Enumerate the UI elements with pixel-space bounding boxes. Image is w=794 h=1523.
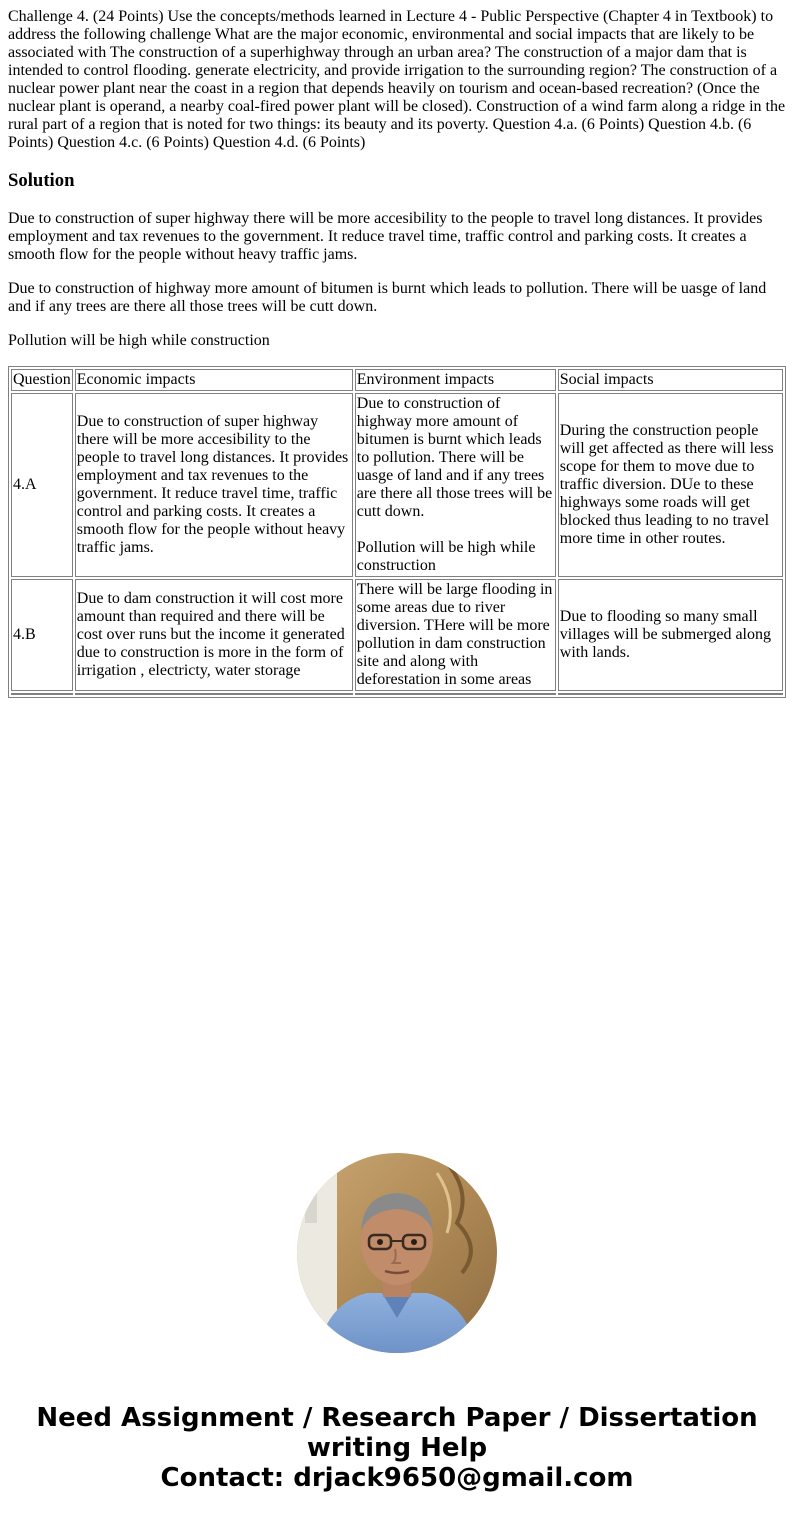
- row-question: 4.B: [11, 579, 73, 691]
- solution-paragraph: Due to construction of highway more amount of bitumen is burnt which leads to pollution. There will be uasge of land and if any trees are there all those trees will be cutt down.: [8, 280, 767, 315]
- document-content: [8, 8, 786, 698]
- empty-cell: [75, 693, 353, 695]
- empty-cell: [11, 693, 73, 695]
- cell-spacer: [357, 521, 554, 539]
- question-text: Challenge 4. (24 Points) Use the concepts/methods learned in Lecture 4 - Public Perspective (Chapter 4 in Textbook) to address the following challenge What are the major economic, environmental and social impacts that are likely to be associated with The construction of a superhighway through an urban area? The construction of a major dam that is intended to control flooding. generate electricity, and provide irrigation to the surrounding region? The construction of a nuclear power plant near the coast in a region that depends heavily on tourism and ocean-based recreation? (Once the nuclear plant is operand, a nearby coal-fired power plant will be closed). Construction of a wind farm along a ridge in the rural part of a region that is noted for two things: its beauty and its poverty. Question 4.a. (6 Points) Question 4.b. (6 Points) Question 4.c. (6 Points) Question 4.d. (6 Points): [8, 8, 786, 151]
- header-environment: Environment impacts: [355, 369, 556, 391]
- table-row: [11, 393, 783, 577]
- solution-heading: Solution: [8, 170, 75, 191]
- row-economic: Due to construction of super highway there will be more accesibility to the people to travel long distances. It provides employment and tax revenues to the government. It reduce travel time, traffic control and parking costs. It creates a smooth flow for the people without heavy traffic jams.: [75, 393, 353, 577]
- empty-cell: [558, 693, 783, 695]
- author-avatar: [297, 1153, 497, 1353]
- empty-cell: [355, 693, 556, 695]
- impacts-table: [8, 366, 786, 698]
- table-row: [11, 579, 783, 691]
- promo-contact: Contact: drjack9650@gmail.com: [160, 1463, 634, 1493]
- header-question: Question: [11, 369, 73, 391]
- promo-line: Need Assignment / Research Paper / Dissertation: [36, 1403, 758, 1433]
- row-social: During the construction people will get affected as there will less scope for them to move due to traffic diversion. DUe to these highways some roads will get blocked thus leading to no travel more time in other routes.: [558, 393, 783, 577]
- header-social: Social impacts: [558, 369, 783, 391]
- row-environment: [355, 393, 556, 577]
- row-environment: There will be large flooding in some areas due to river diversion. THere will be more pollution in dam construction site and along with deforestation in some areas: [355, 579, 556, 691]
- environment-text: Due to construction of highway more amount of bitumen is burnt which leads to pollution. There will be uasge of land and if any trees are there all those trees will be cutt down.: [356, 395, 553, 520]
- row-question: 4.A: [11, 393, 73, 577]
- solution-paragraph: Pollution will be high while construction: [8, 332, 270, 349]
- row-social: Due to flooding so many small villages will be submerged along with lands.: [558, 579, 783, 691]
- table-empty-row: [11, 693, 783, 695]
- environment-text: Pollution will be high while construction: [356, 539, 536, 574]
- header-economic: Economic impacts: [75, 369, 353, 391]
- row-economic: Due to dam construction it will cost more amount than required and there will be cost over runs but the income it generated due to construction is more in the form of irrigation , electricty, water storage: [75, 579, 353, 691]
- avatar-portrait-image: [297, 1153, 497, 1353]
- promo-line: writing Help: [306, 1433, 488, 1463]
- solution-paragraph: Due to construction of super highway there will be more accesibility to the people to travel long distances. It provides employment and tax revenues to the government. It reduce travel time, traffic control and parking costs. It creates a smooth flow for the people without heavy traffic jams.: [8, 210, 763, 263]
- promo-banner: [0, 1403, 794, 1493]
- table-header-row: [11, 369, 783, 391]
